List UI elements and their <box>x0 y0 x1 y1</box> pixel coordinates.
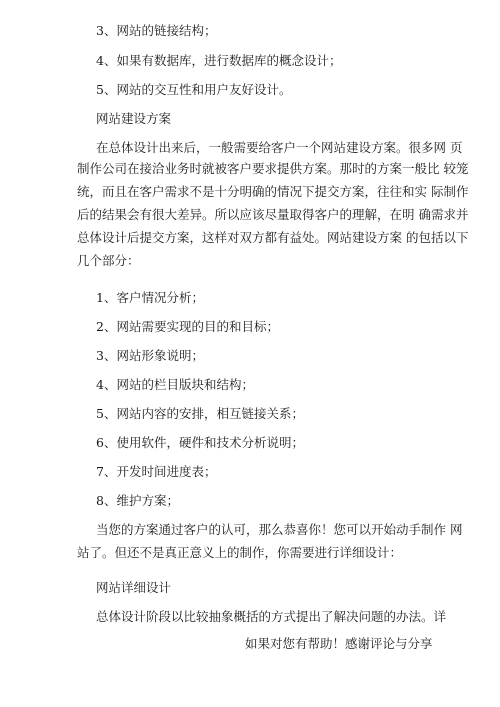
list-item: 3、网站形象说明； <box>96 348 204 363</box>
list-item: 7、开发时间进度表； <box>96 464 217 479</box>
paragraph-line: 统，而且在客户需求不是十分明确的情况下提交方案，往往和实 际制作 <box>77 184 469 199</box>
list-item: 8、维护方案； <box>96 493 179 508</box>
paragraph-line: 站了。但还不是真正意义上的制作，你需要进行详细设计： <box>77 545 403 560</box>
list-item: 4、网站的栏目版块和结构； <box>96 377 254 392</box>
list-item: 2、网站需要实现的目的和目标； <box>96 319 279 334</box>
section-heading: 网站建设方案 <box>96 111 172 126</box>
list-item: 4、如果有数据库，进行数据库的概念设计； <box>96 53 342 68</box>
paragraph-line: 制作公司在接洽业务时就被客户要求提供方案。那时的方案一般比 较笼 <box>77 161 469 176</box>
paragraph-line: 后的结果会有很大差异。所以应该尽量取得客户的理解，在明 确需求并 <box>77 207 469 222</box>
list-item: 5、网站内容的安排，相互链接关系； <box>96 406 304 421</box>
paragraph-line: 几个部分： <box>77 253 140 268</box>
list-item: 6、使用软件，硬件和技术分析说明； <box>96 435 304 450</box>
paragraph-line: 在总体设计出来后，一般需要给客户一个网站建设方案。很多网 页 <box>96 140 463 155</box>
section-heading: 网站详细设计 <box>96 580 172 595</box>
list-item: 1、客户情况分析； <box>96 290 204 305</box>
paragraph-line: 当您的方案通过客户的认可，那么恭喜你！您可以开始动手制作 网 <box>96 522 463 537</box>
paragraph-line: 总体设计后提交方案，这样对双方都有益处。网站建设方案 的包括以下 <box>77 230 469 245</box>
paragraph-line: 总体设计阶段以比较抽象概括的方式提出了解决问题的办法。详 <box>96 609 447 624</box>
footer-note: 如果对您有帮助！感谢评论与分享 <box>245 636 433 651</box>
list-item: 3、网站的链接结构； <box>96 23 217 38</box>
list-item: 5、网站的交互性和用户友好设计。 <box>96 82 292 97</box>
